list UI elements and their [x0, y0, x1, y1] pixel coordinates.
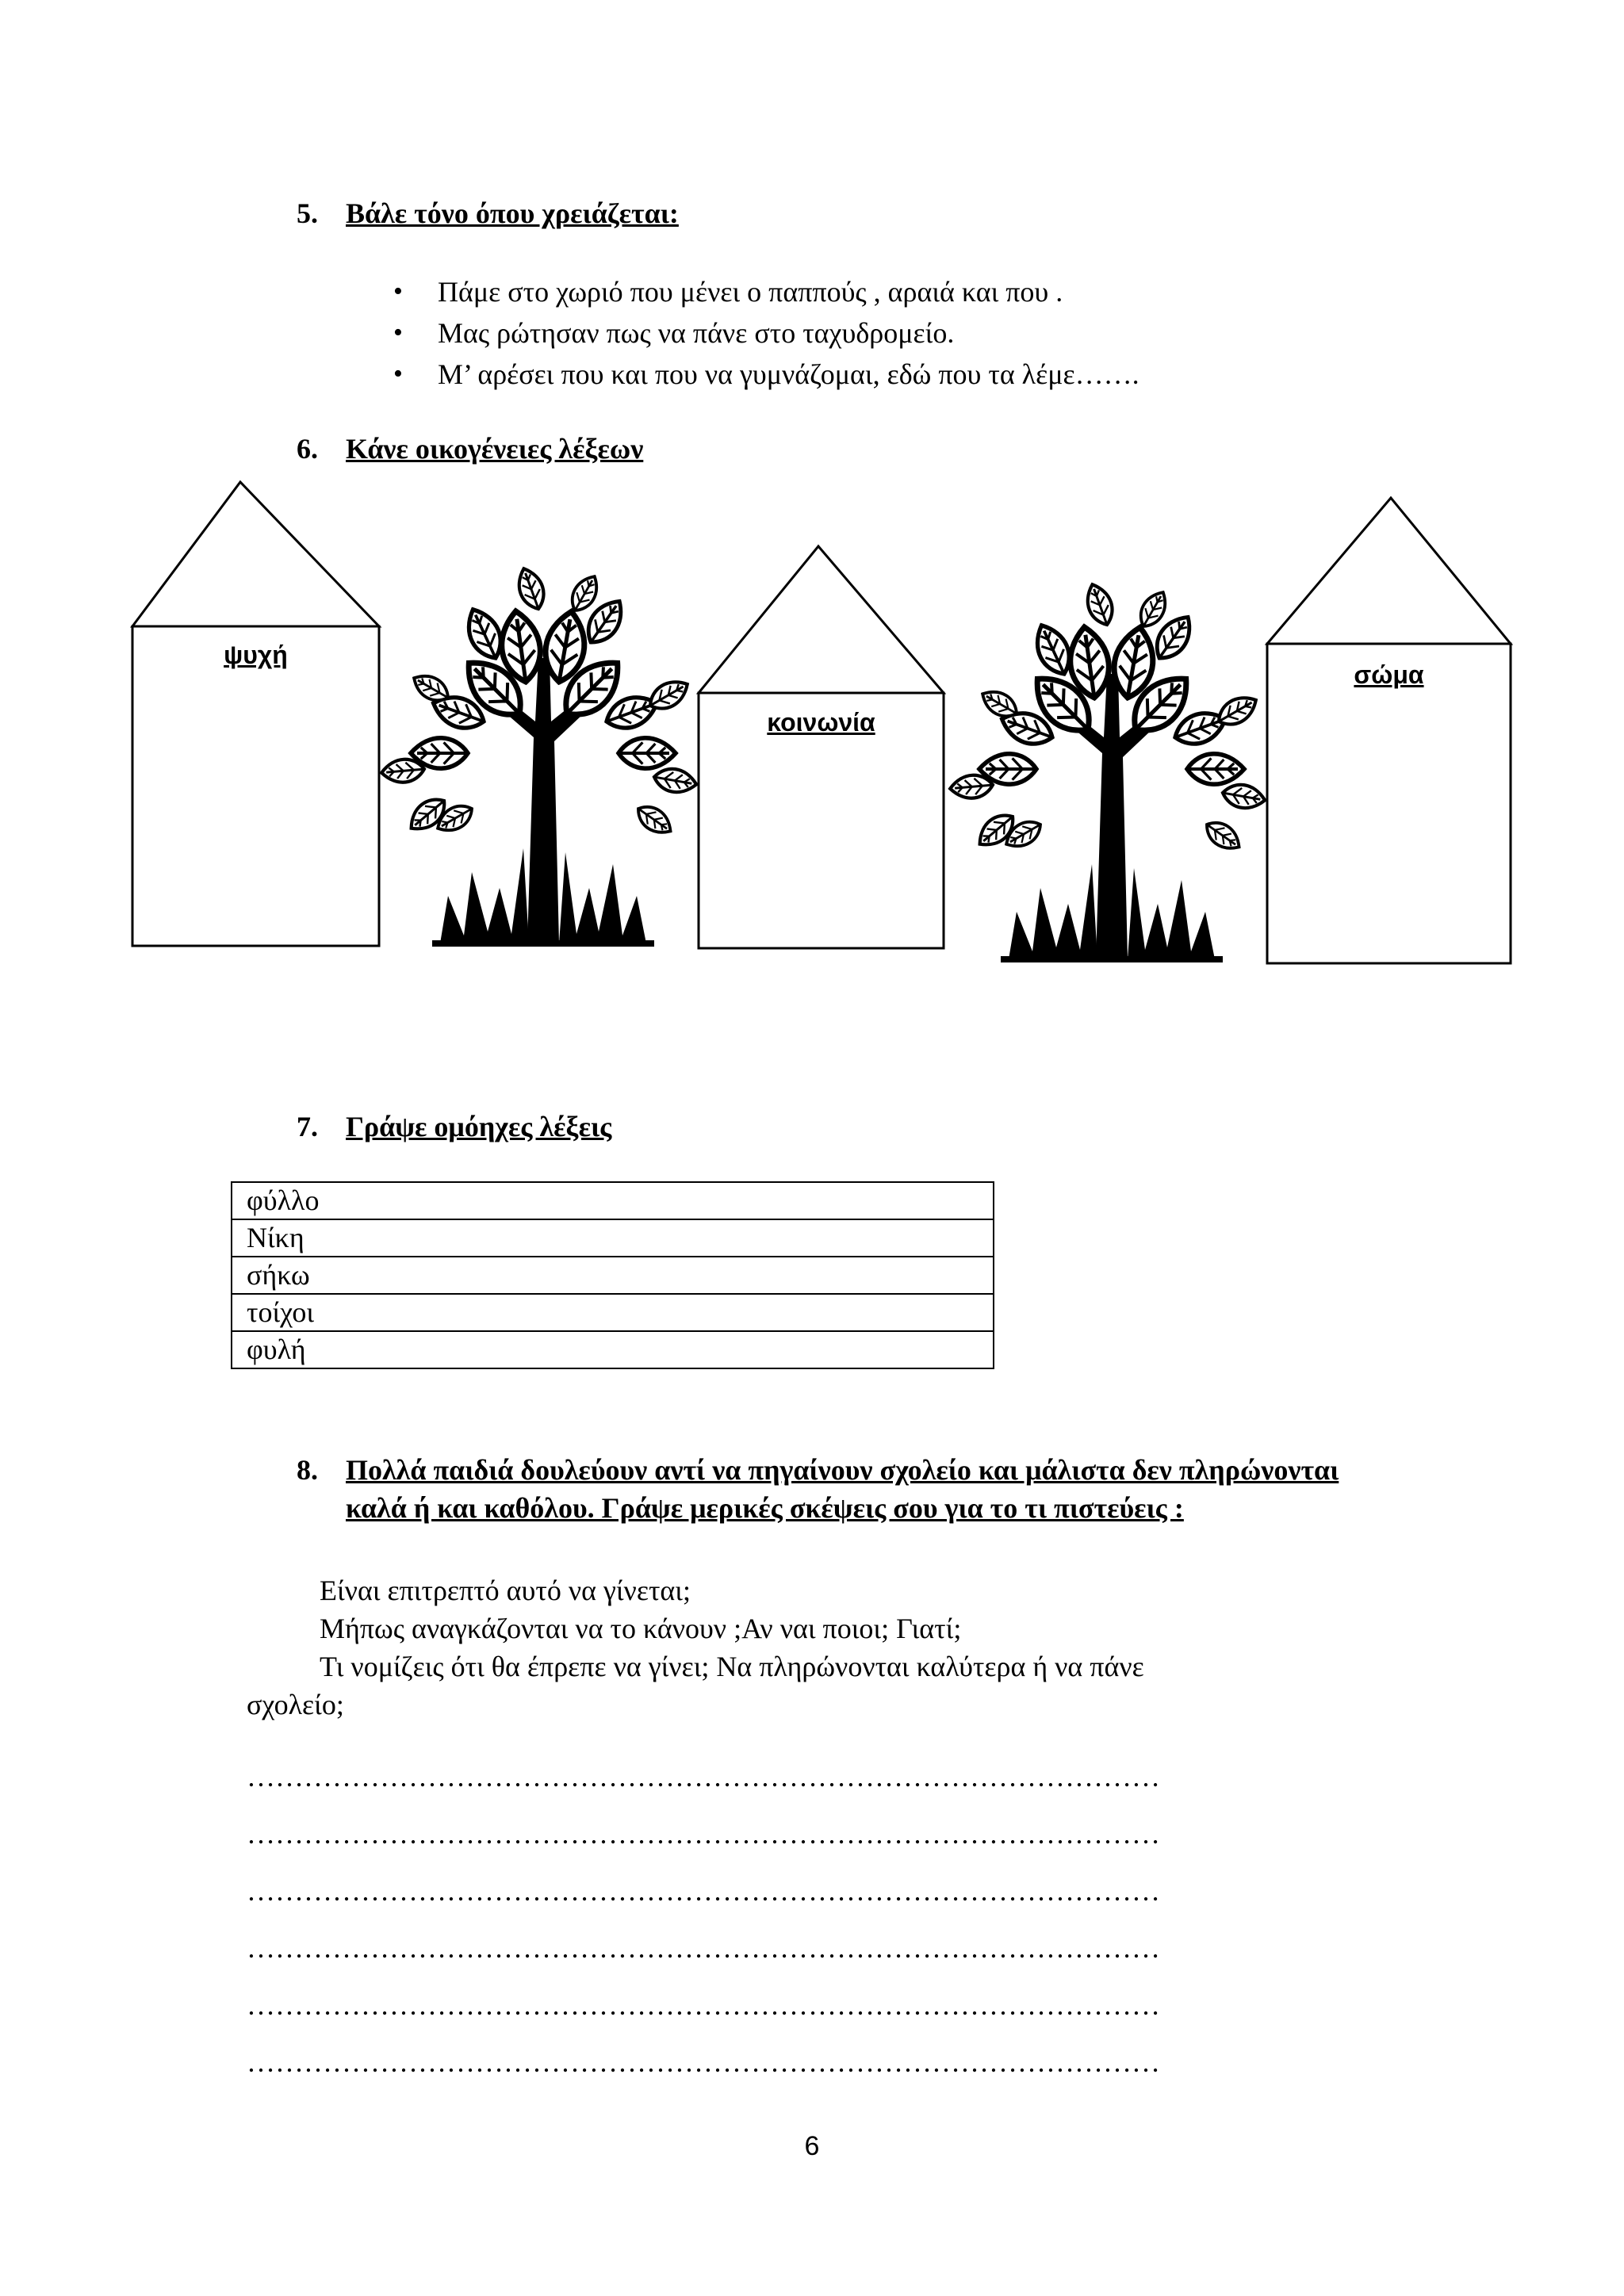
- question-3: Τι νομίζεις ότι θα έπρεπε να γίνει; Να πληρώνονται καλύτερα ή να πάνε: [320, 1651, 1144, 1682]
- house-society: [699, 546, 944, 948]
- answer-line[interactable]: ……………………………………………………………………………………: [247, 1989, 1160, 2021]
- house-label-3: σώμα: [1354, 660, 1424, 689]
- table-cell[interactable]: Νίκη: [232, 1219, 994, 1257]
- section-7-title: Γράψε ομόηχες λέξεις: [346, 1111, 612, 1142]
- page-number: 6: [804, 2131, 820, 2161]
- section-5-number: 5.: [297, 197, 318, 229]
- table-cell[interactable]: φυλή: [232, 1331, 994, 1368]
- tree-with-grass-icon: [381, 564, 699, 943]
- table-row: [232, 1182, 994, 1219]
- table-cell[interactable]: τοίχοι: [232, 1294, 994, 1331]
- section-6-number: 6.: [297, 433, 318, 465]
- answer-line[interactable]: ……………………………………………………………………………………: [247, 2046, 1160, 2078]
- table-cell[interactable]: σήκω: [232, 1257, 994, 1294]
- section-8-title: Πολλά παιδιά δουλεύουν αντί να πηγαίνουν σχολείο και μάλιστα δεν πληρώνονται καλά ή και καθόλου. Γράψε μερικές σκέψεις σου για το τι πιστεύεις :: [346, 1454, 1339, 1524]
- list-item: • Μας ρώτησαν πως να πάνε στο ταχυδρομείο.: [390, 312, 1139, 354]
- table-row: [232, 1294, 994, 1331]
- question-1: Είναι επιτρεπτό αυτό να γίνεται;: [320, 1575, 691, 1606]
- table-row: [232, 1257, 994, 1294]
- table-row: [232, 1219, 994, 1257]
- section-8-number: 8.: [297, 1454, 318, 1486]
- word-family-houses-illustration: [0, 0, 1624, 1031]
- table-cell[interactable]: φύλλο: [232, 1182, 994, 1219]
- answer-line[interactable]: ……………………………………………………………………………………: [247, 1932, 1160, 1964]
- house-psyche: [132, 482, 379, 946]
- section-5-title: Βάλε τόνο όπου χρειάζεται:: [346, 197, 679, 229]
- section-8-heading: [297, 1451, 1375, 1527]
- table-row: [232, 1331, 994, 1368]
- answer-line[interactable]: ……………………………………………………………………………………: [247, 1761, 1160, 1793]
- section-6-title: Κάνε οικογένειες λέξεων: [346, 433, 644, 465]
- house-body: [1267, 498, 1511, 963]
- house-label-2: κοινωνία: [767, 708, 875, 737]
- house-label-1: ψυχή: [224, 641, 288, 669]
- list-item: • Μ’ αρέσει που και που να γυμνάζομαι, εδώ που τα λέμε…….: [390, 354, 1139, 395]
- list-item: • Πάμε στο χωριό που μένει ο παππούς , αραιά και που .: [390, 271, 1139, 312]
- homophones-table: [231, 1181, 994, 1369]
- section-7-number: 7.: [297, 1111, 318, 1142]
- question-2: Μήπως αναγκάζονται να το κάνουν ;Αν ναι ποιοι; Γιατί;: [320, 1613, 962, 1644]
- tree-with-grass-icon: [949, 580, 1267, 959]
- answer-line[interactable]: ……………………………………………………………………………………: [247, 1875, 1160, 1907]
- answer-line[interactable]: ……………………………………………………………………………………: [247, 1818, 1160, 1850]
- section-7-heading: [297, 1110, 611, 1143]
- question-3-continuation: σχολείο;: [247, 1689, 344, 1720]
